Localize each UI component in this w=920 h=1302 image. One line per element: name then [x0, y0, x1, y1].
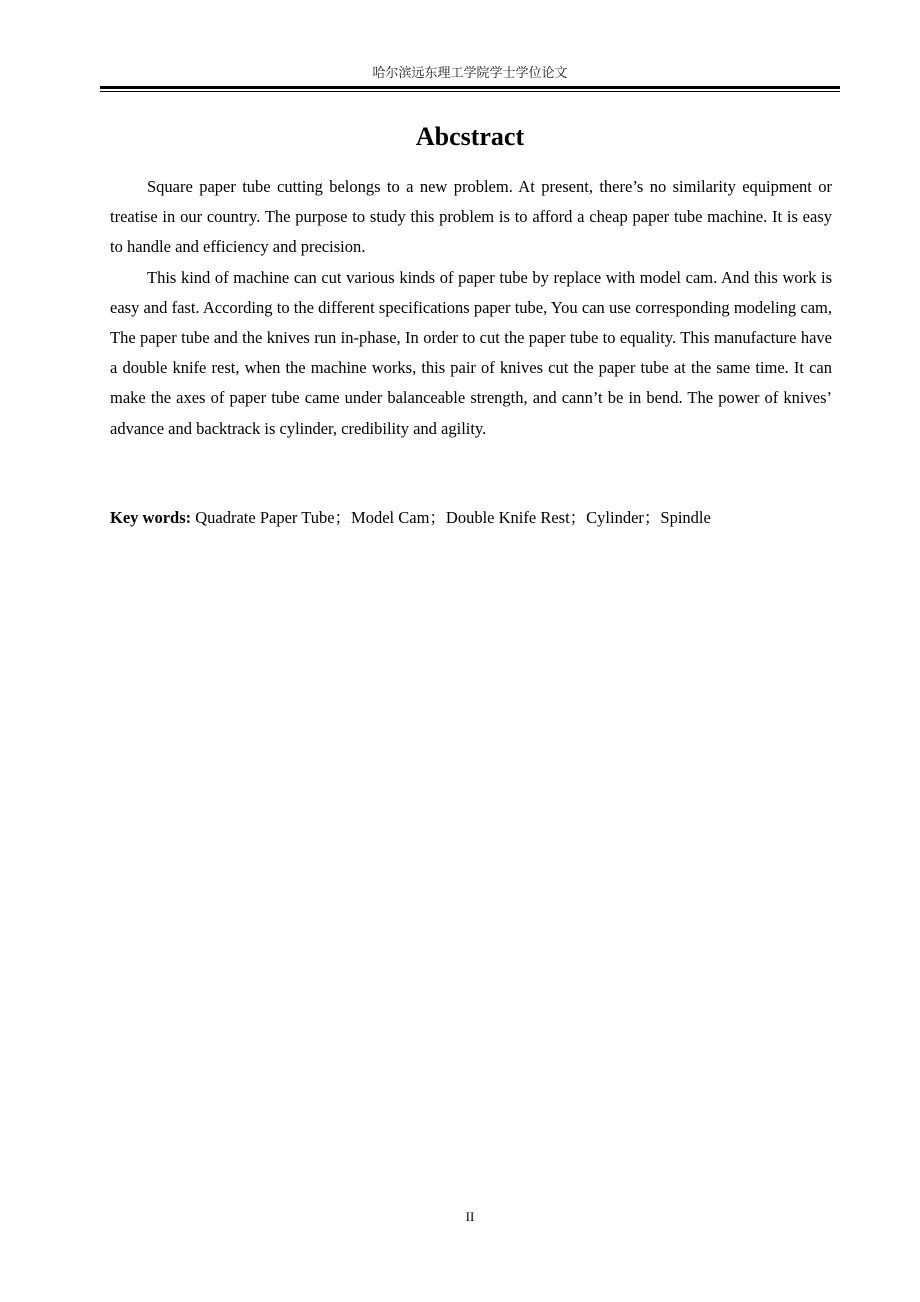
keywords-text: Quadrate Paper Tube；Model Cam；Double Knife Rest；Cylinder；Spindle	[191, 508, 711, 527]
abstract-paragraph-2: This kind of machine can cut various kinds of paper tube by replace with model cam. And this work is easy and fast. According to the different specifications paper tube, You can use corresponding modeling cam, The paper tube and the knives run in-phase, In order to cut the paper tube to equality. This manufacture have a double knife rest, when the machine works, this pair of knives cut the paper tube at the same time. It can make the axes of paper tube came under balanceable strength, and cann’t be in bend. The power of knives’ advance and backtrack is cylinder, credibility and agility.	[110, 267, 832, 438]
page-number: II	[465, 1209, 475, 1224]
keywords-label: Key words:	[110, 508, 192, 527]
header-rule-thick	[100, 86, 840, 89]
abstract-body	[110, 172, 832, 444]
running-header: 哈尔滨远东理工学院学士学位论文	[372, 66, 568, 81]
header-rule-thin	[100, 91, 840, 92]
keywords-line	[110, 503, 832, 533]
page-title: Abcstract	[415, 122, 525, 151]
abstract-paragraph-1: Square paper tube cutting belongs to a new problem. At present, there’s no similarity equipment or treatise in our country. The purpose to study this problem is to afford a cheap paper tube machine. It is easy to handle and efficiency and precision.	[110, 177, 832, 257]
